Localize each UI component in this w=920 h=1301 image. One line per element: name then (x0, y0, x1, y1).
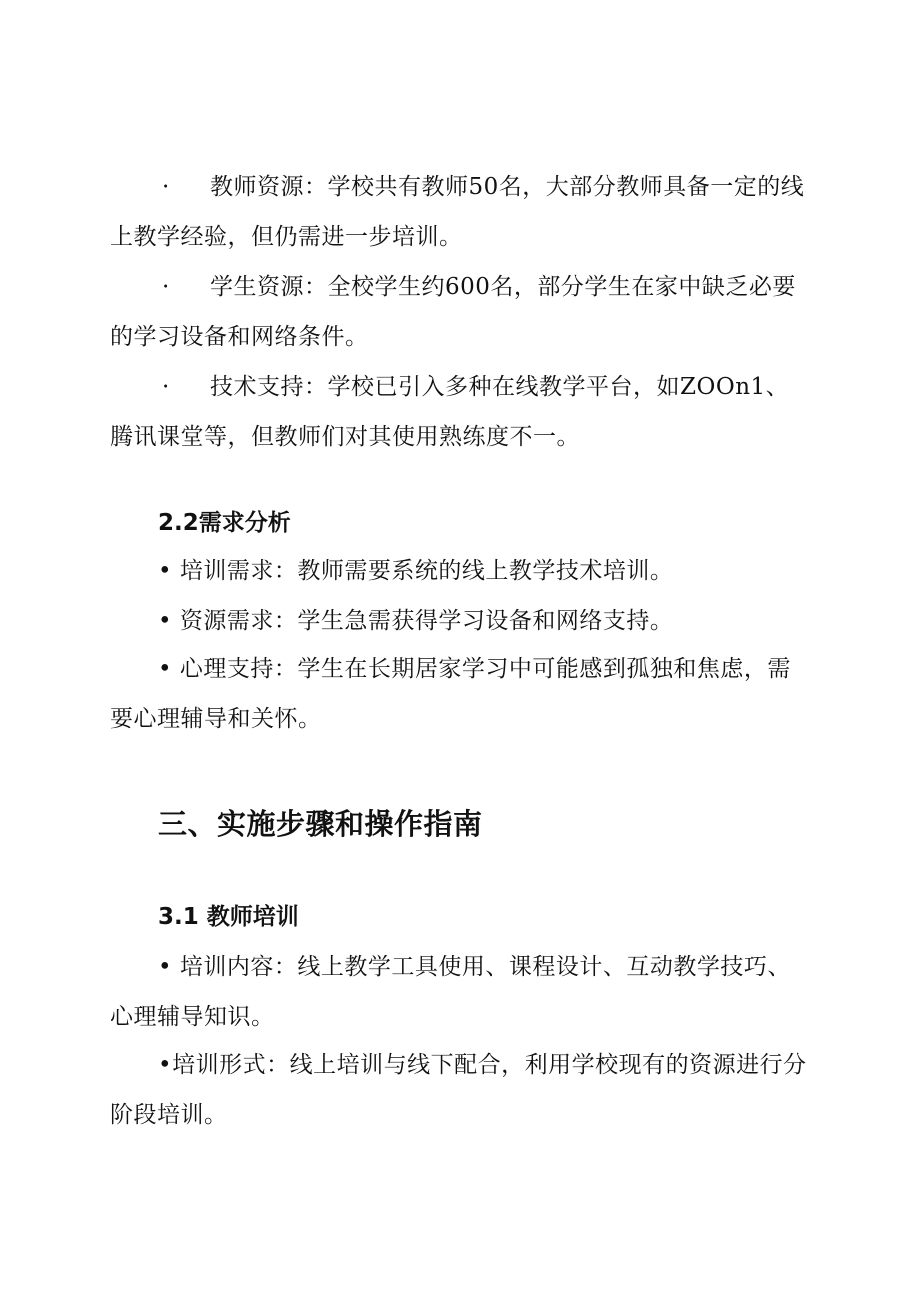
needs-item-psychology (110, 644, 810, 744)
needs-text: • 培训需求：教师需要系统的线上教学技术培训。 (158, 558, 674, 584)
training-text: • 培训内容：线上教学工具使用、课程设计、互动教学技巧、心理辅导知识。 (110, 954, 791, 1030)
resource-text: 学生资源：全校学生约600名，部分学生在家中缺乏必要的学习设备和网络条件。 (110, 274, 796, 350)
training-item-format (110, 1040, 810, 1140)
bullet-dot: · (162, 174, 170, 200)
needs-item-training (110, 546, 810, 596)
resource-item-tech (110, 362, 810, 462)
resource-item-students (110, 262, 810, 362)
section-heading-2-2: 2.2需求分析 (158, 510, 291, 536)
bullet-dot: · (162, 274, 170, 300)
resource-text: 技术支持：学校已引入多种在线教学平台，如ZOOn1、腾讯课堂等，但教师们对其使用熟练度不一。 (110, 374, 790, 450)
resource-item-teachers (110, 162, 810, 262)
resource-text: 教师资源：学校共有教师50名，大部分教师具备一定的线上教学经验，但仍需进一步培训。 (110, 174, 805, 250)
needs-text: • 资源需求：学生急需获得学习设备和网络支持。 (158, 608, 674, 634)
needs-item-resources (110, 596, 810, 646)
section-heading-3-1: 3.1 教师培训 (158, 904, 299, 930)
needs-text: • 心理支持：学生在长期居家学习中可能感到孤独和焦虑，需要心理辅导和关怀。 (110, 656, 791, 732)
training-item-content (110, 942, 810, 1042)
section-heading-3: 三、实施步骤和操作指南 (158, 807, 483, 841)
training-text: •培训形式：线上培训与线下配合，利用学校现有的资源进行分阶段培训。 (110, 1052, 807, 1128)
bullet-dot: · (162, 374, 170, 400)
